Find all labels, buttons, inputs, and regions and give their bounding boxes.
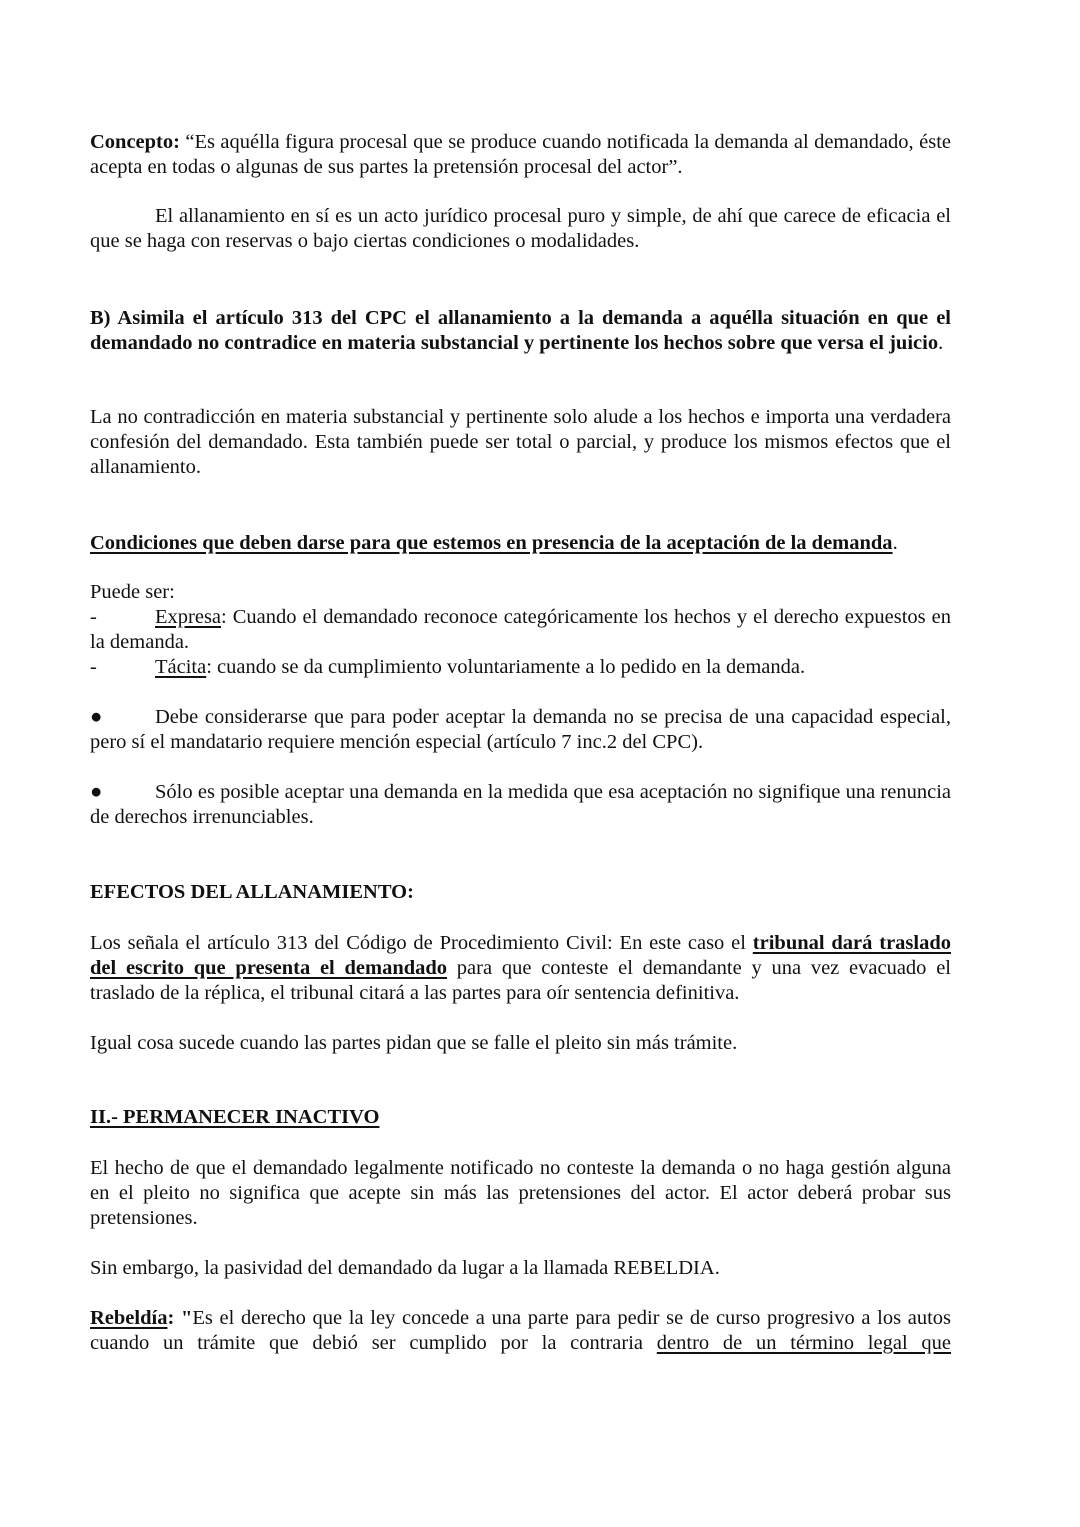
- list-item-text: : Cuando el demandado reconoce categóricamente los hechos y el derecho expuestos en la demanda.: [90, 606, 951, 653]
- section-b-paragraph: [90, 306, 951, 356]
- bullet-icon: ●: [90, 781, 103, 803]
- concepto-label: Concepto:: [90, 131, 180, 153]
- rebeldia-colon: :: [167, 1307, 175, 1329]
- bullet-icon: ●: [90, 706, 103, 728]
- rebeldia-paragraph: [90, 1306, 951, 1356]
- efectos-paragraph: [90, 931, 951, 1006]
- rebeldia-text: Es el derecho que la ley concede a una parte para pedir se de curso progresivo a los autos cuando un trámite que debió ser cumplido por la contraria: [90, 1307, 951, 1354]
- list-item-term: Tácita: [155, 656, 207, 678]
- bullet-text: Debe considerarse que para poder aceptar la demanda no se precisa de una capacidad especial, pero sí el mandatario requiere mención especial (artículo 7 inc.2 del CPC).: [90, 706, 951, 753]
- list-item-tacita: [90, 655, 951, 680]
- efectos-text-pre: Los señala el artículo 313 del Código de Procedimiento Civil: En este caso el: [90, 932, 753, 954]
- efectos-emphasis: tribunal dará traslado del escrito que presenta el demandado: [90, 932, 951, 979]
- condiciones-heading: [90, 531, 951, 556]
- concepto-text: “Es aquélla figura procesal que se produce cuando notificada la demanda al demandado, éste acepta en todas o algunas de sus partes la pretensión procesal del actor”.: [90, 131, 951, 178]
- list-item-expresa: [90, 605, 951, 655]
- rebeldia-underlined: dentro de un término legal que: [656, 1332, 952, 1354]
- section-b-end: .: [938, 332, 944, 354]
- section-ii-heading: II.- PERMANECER INACTIVO: [90, 1106, 380, 1128]
- bullet-item: [90, 705, 951, 755]
- concepto-paragraph: [90, 130, 951, 180]
- efectos-heading: EFECTOS DEL ALLANAMIENTO:: [90, 881, 414, 903]
- igual-paragraph: Igual cosa sucede cuando las partes pidan que se falle el pleito sin más trámite.: [90, 1032, 738, 1054]
- bullet-item: [90, 780, 951, 830]
- sin-embargo-paragraph: Sin embargo, la pasividad del demandado da lugar a la llamada REBELDIA.: [90, 1257, 720, 1279]
- puede-ser-label: Puede ser:: [90, 581, 175, 603]
- bullet-text: Sólo es posible aceptar una demanda en la medida que esa aceptación no signifique una renuncia de derechos irrenunciables.: [90, 781, 951, 828]
- efectos-text-post: para que conteste el demandante y una vez evacuado el traslado de la réplica, el tribunal citará a las partes para oír sentencia definitiva.: [90, 957, 951, 1004]
- rebeldia-label: Rebeldía: [90, 1307, 168, 1329]
- rebeldia-quote: ": [174, 1307, 193, 1329]
- section-b-text: B) Asimila el artículo 313 del CPC el allanamiento a la demanda a aquélla situación en que el demandado no contradice en materia substancial y pertinente los hechos sobre que versa el juicio: [90, 307, 951, 354]
- allanamiento-paragraph: El allanamiento en sí es un acto jurídico procesal puro y simple, de ahí que carece de eficacia el que se haga con reservas o bajo ciertas condiciones o modalidades.: [90, 205, 951, 252]
- condiciones-heading-end: .: [892, 532, 898, 554]
- list-item-text: : cuando se da cumplimiento voluntariamente a lo pedido en la demanda.: [206, 656, 806, 678]
- condiciones-heading-text: Condiciones que deben darse para que estemos en presencia de la aceptación de la demanda: [90, 532, 893, 554]
- no-contradiccion-paragraph: La no contradicción en materia substancial y pertinente solo alude a los hechos e importa una verdadera confesión del demandado. Esta también puede ser total o parcial, y produce los mismos efectos que el allanamiento.: [90, 406, 951, 478]
- dash-marker: -: [90, 656, 97, 678]
- list-item-term: Expresa: [155, 606, 222, 628]
- dash-marker: -: [90, 606, 97, 628]
- hecho-paragraph: El hecho de que el demandado legalmente notificado no conteste la demanda o no haga gestión alguna en el pleito no significa que acepte sin más las pretensiones del actor. El actor deberá probar sus pretensiones.: [90, 1157, 951, 1229]
